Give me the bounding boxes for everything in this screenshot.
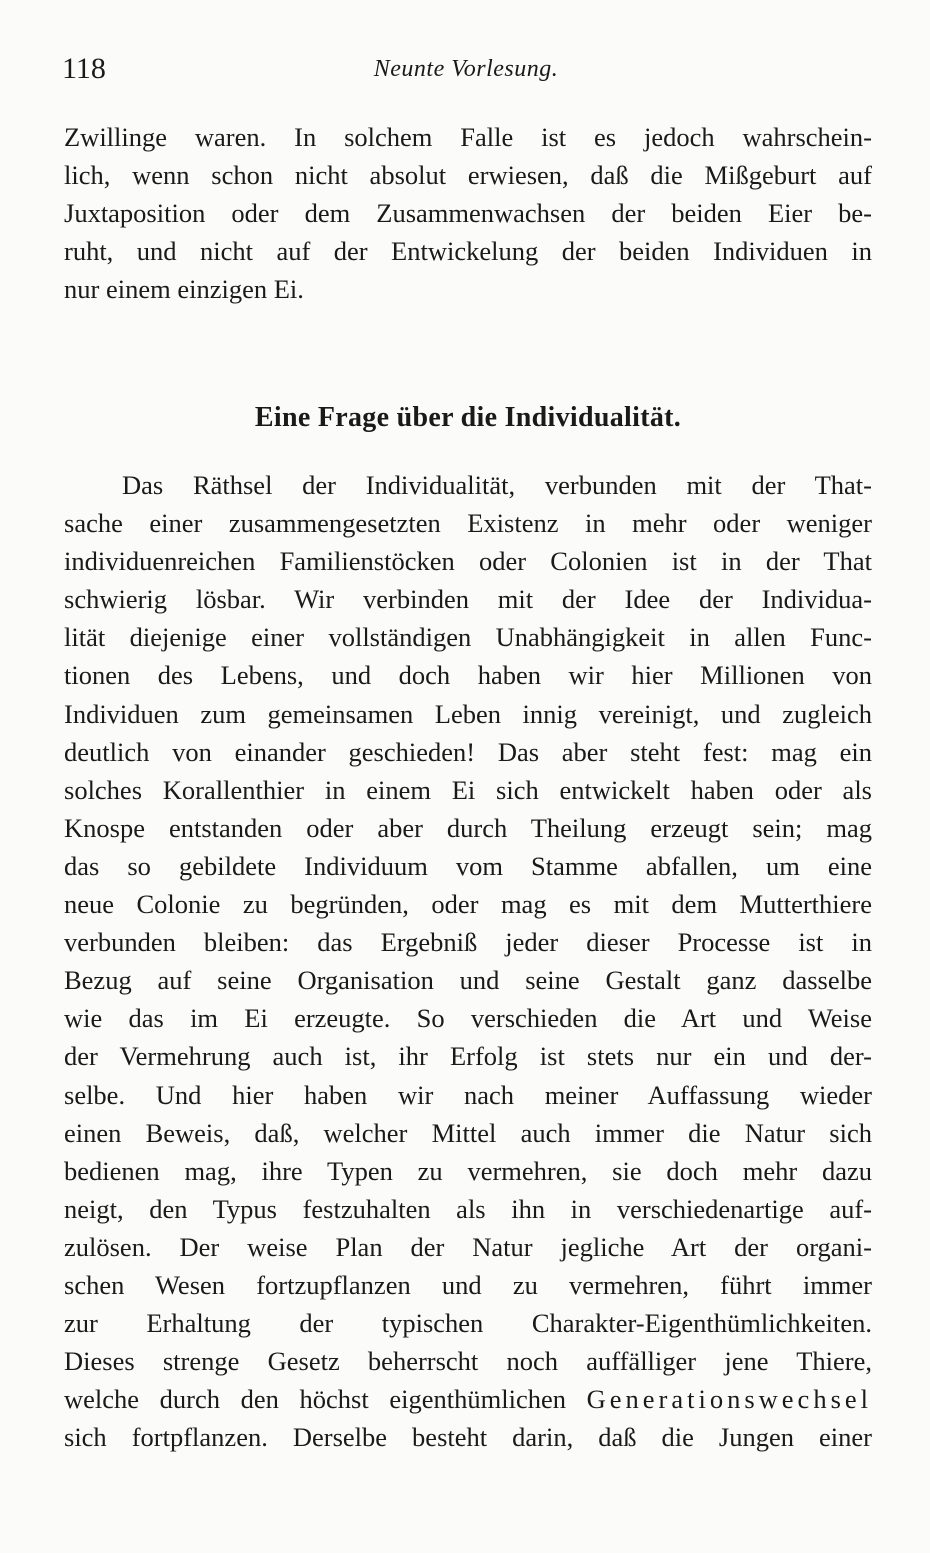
text-line: solches Korallenthier in einem Ei sich entwickelt haben oder als bbox=[64, 774, 872, 805]
text-line: individuenreichen Familienstöcken oder Colonien ist in der That bbox=[64, 546, 872, 577]
text-line: bedienen mag, ihre Typen zu vermehren, sie doch mehr dazu bbox=[64, 1155, 872, 1186]
text-line: neigt, den Typus festzuhalten als ihn in verschiedenartige auf- bbox=[64, 1193, 872, 1224]
text-line: tionen des Lebens, und doch haben wir hier Millionen von bbox=[64, 660, 872, 691]
text-line: schwierig lösbar. Wir verbinden mit der Idee der Individua- bbox=[64, 584, 872, 615]
text-line: deutlich von einander geschieden! Das aber steht fest: mag ein bbox=[64, 736, 872, 767]
text-line: Das Räthsel der Individualität, verbunden mit der That- bbox=[122, 470, 872, 500]
text-line: zur Erhaltung der typischen Charakter-Eigenthümlichkeiten. bbox=[64, 1308, 872, 1339]
text-line: ruht, und nicht auf der Entwickelung der beiden Individuen in bbox=[64, 236, 872, 267]
page-number: 118 bbox=[62, 52, 106, 85]
page-header bbox=[62, 52, 870, 92]
paragraph-continuation bbox=[64, 118, 872, 308]
text-line: Knospe entstanden oder aber durch Theilung erzeugt sein; mag bbox=[64, 812, 872, 843]
paragraph-individuality bbox=[64, 466, 872, 1456]
text-line: verbunden bleiben: das Ergebniß jeder dieser Processe ist in bbox=[64, 927, 872, 958]
text-line-with-spaced-term bbox=[64, 1380, 872, 1418]
text-line: Dieses strenge Gesetz beherrscht noch auffälliger jene Thiere, bbox=[64, 1346, 872, 1377]
text-line: wie das im Ei erzeugte. So verschieden die Art und Weise bbox=[64, 1003, 872, 1034]
text-line: das so gebildete Individuum vom Stamme abfallen, um eine bbox=[64, 850, 872, 881]
text-line: Zwillinge waren. In solchem Falle ist es jedoch wahrschein- bbox=[64, 122, 872, 152]
running-head: Neunte Vorlesung. bbox=[373, 56, 559, 82]
text-line: neue Colonie zu begründen, oder mag es mit dem Mutterthiere bbox=[64, 889, 872, 920]
text-line: zulösen. Der weise Plan der Natur jegliche Art der organi- bbox=[64, 1231, 872, 1262]
text-line: Juxtaposition oder dem Zusammenwachsen der beiden Eier be- bbox=[64, 198, 872, 229]
text-line: einen Beweis, daß, welcher Mittel auch immer die Natur sich bbox=[64, 1117, 872, 1148]
text-line: der Vermehrung auch ist, ihr Erfolg ist stets nur ein und der- bbox=[64, 1041, 872, 1072]
text-line: Bezug auf seine Organisation und seine Gestalt ganz dasselbe bbox=[64, 965, 872, 996]
text-line: sache einer zusammengesetzten Existenz in mehr oder weniger bbox=[64, 508, 872, 539]
section-heading: Eine Frage über die Individualität. bbox=[254, 402, 682, 433]
text-line: lität diejenige einer vollständigen Unabhängigkeit in allen Func- bbox=[64, 622, 872, 653]
spaced-emphasis-term: Generationswechsel bbox=[586, 1384, 873, 1415]
text-line: sich fortpflanzen. Derselbe besteht darin, daß die Jungen einer bbox=[64, 1422, 872, 1453]
text-line: schen Wesen fortzupflanzen und zu vermehren, führt immer bbox=[64, 1269, 872, 1300]
text-line: lich, wenn schon nicht absolut erwiesen, daß die Mißgeburt auf bbox=[64, 160, 872, 191]
text-line: selbe. Und hier haben wir nach meiner Auffassung wieder bbox=[64, 1079, 872, 1110]
text-segment: welche durch den höchst eigenthümlichen bbox=[64, 1384, 566, 1415]
text-line: nur einem einzigen Ei. bbox=[64, 274, 304, 305]
text-line: Individuen zum gemeinsamen Leben innig vereinigt, und zugleich bbox=[64, 698, 872, 729]
